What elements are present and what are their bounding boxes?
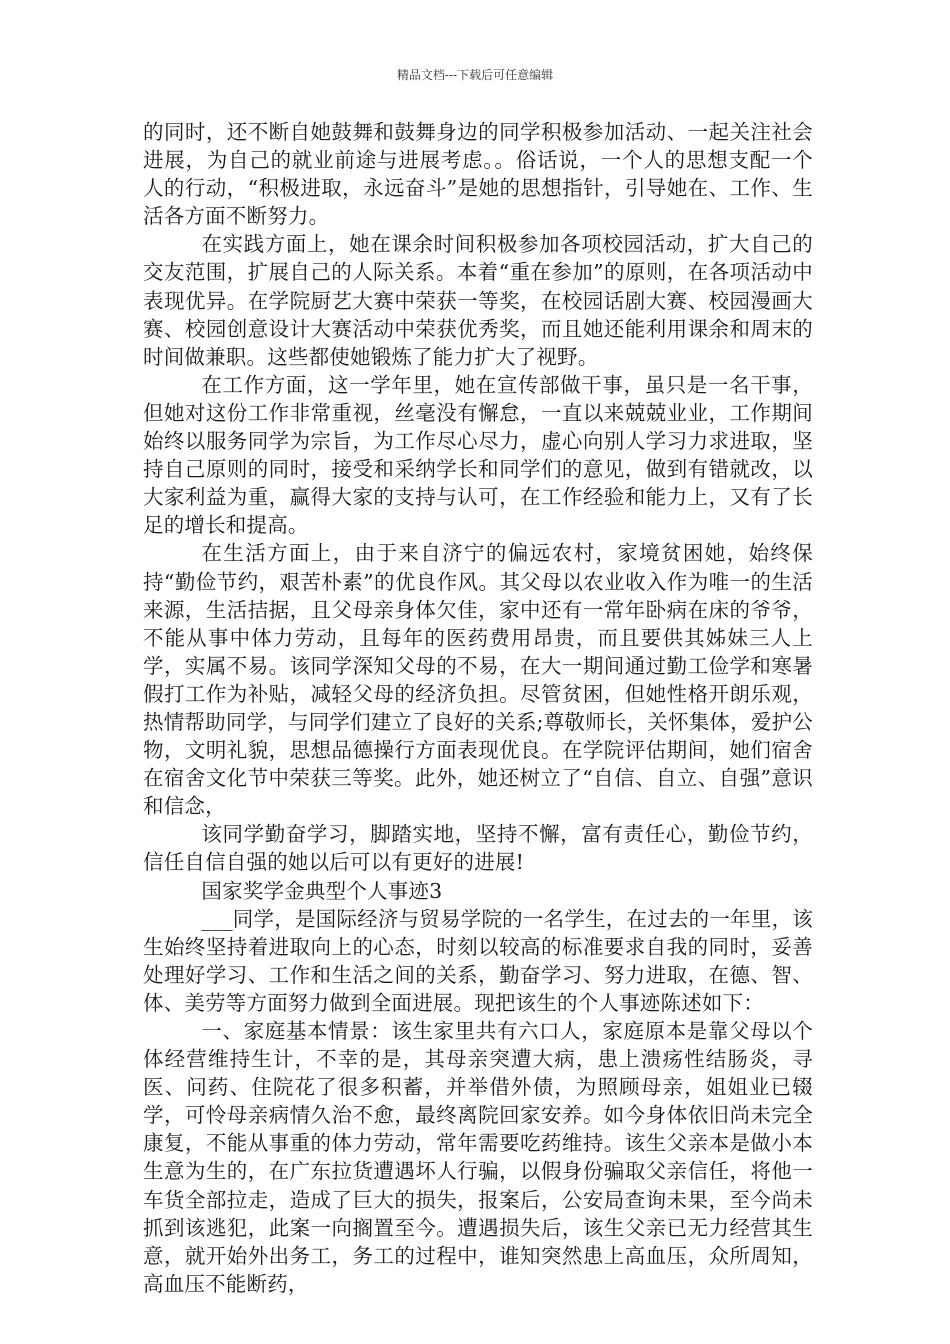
paragraph: 在实践方面上，她在课余时间积极参加各项校园活动，扩大自己的交友范围，扩展自己的人际关系。本着“重在参加”的原则，在各项活动中表现优异。在学院厨艺大赛中荣获一等奖，在校园话剧大赛、校园漫画大赛、校园创意设计大赛活动中荣获优秀奖，而且她还能利用课余和周末的时间做兼职。这些都使她锻炼了能力扩大了视野。 [143, 232, 813, 369]
paragraph: 该同学勤奋学习，脚踏实地，坚持不懈，富有责任心，勤俭节约，信任自信自强的她以后可以有更好的进展! [143, 822, 813, 875]
paragraph: 一、家庭基本情景：该生家里共有六口人，家庭原本是靠父母以个体经营维持生计，不幸的是，其母亲突遭大病，患上溃疡性结肠炎，寻医、问药、住院花了很多积蓄，并举借外债，为照顾母亲，姐姐业已辍学，可怜母亲病情久治不愈，最终离院回家安养。如今身体依旧尚未完全康复，不能从事重的体力劳动，常年需要吃药维持。该生父亲本是做小本生意为生的，在广东拉货遭遇坏人行骗，以假身份骗取父亲信任，将他一车货全部拉走，造成了巨大的损失，报案后，公安局查询未果，至今尚未抓到该逃犯，此案一向搁置至今。遭遇损失后，该生父亲已无力经营其生意，就开始外出务工，务工的过程中，谁知突然患上高血压，众所周知，高血压不能断药， [143, 1019, 813, 1296]
paragraph: 在工作方面，这一学年里，她在宣传部做干事，虽只是一名干事，但她对这份工作非常重视，丝毫没有懈怠，一直以来兢兢业业，工作期间始终以服务同学为宗旨，为工作尽心尽力，虚心向别人学习力求进取，坚持自己原则的同时，接受和采纳学长和同学们的意见，做到有错就改，以大家利益为重，赢得大家的支持与认可，在工作经验和能力上，又有了长足的增长和提高。 [143, 372, 813, 538]
paragraph: ___同学，是国际经济与贸易学院的一名学生，在过去的一年里，该生始终坚持着进取向上的心态，时刻以较高的标准要求自我的同时，妥善处理好学习、工作和生活之间的关系，勤奋学习、努力进取，在德、智、体、美劳等方面努力做到全面进展。现把该生的个人事迹陈述如下： [143, 906, 813, 1015]
paragraph: 的同时，还不断自她鼓舞和鼓舞身边的同学积极参加活动、一起关注社会进展，为自己的就业前途与进展考虑。。俗话说，一个人的思想支配一个人的行动，“积极进取，永远奋斗”是她的思想指针，引导她在、工作、生活各方面不断努力。 [143, 120, 813, 229]
section-heading: 国家奖学金典型个人事迹3 [201, 878, 443, 903]
paragraph: 在生活方面上，由于来自济宁的偏远农村，家境贫困她，始终保持“勤俭节约，艰苦朴素”的优良作风。其父母以农业收入作为唯一的生活来源，生活拮据，且父母亲身体欠佳，家中还有一常年卧病在床的爷爷，不能从事中体力劳动，且每年的医药费用昂贵，而且要供其姊妹三人上学，实属不易。该同学深知父母的不易，在大一期间通过勤工俭学和寒暑假打工作为补贴，减轻父母的经济负担。尽管贫困，但她性格开朗乐观，热情帮助同学，与同学们建立了良好的关系;尊敬师长，关怀集体，爱护公物，文明礼貌，思想品德操行方面表现优良。在学院评估期间，她们宿舍在宿舍文化节中荣获三等奖。此外，她还树立了“自信、自立、自强”意识和信念， [143, 541, 813, 819]
document-body [143, 118, 813, 1298]
page-header: 精品文档---下载后可任意编辑 [396, 68, 554, 82]
